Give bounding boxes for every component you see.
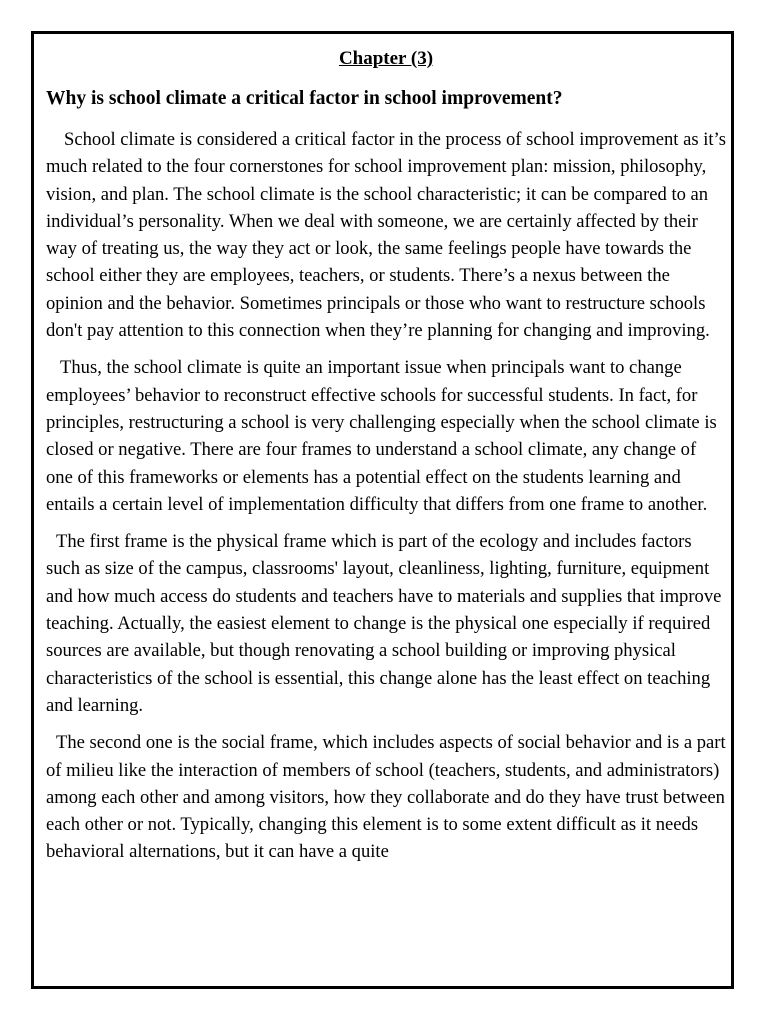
paragraph-school-climate: School climate is considered a critical factor in the process of school improvement as it’s much related to the four cornerstones for school improvement plan: mission, philosophy, vision, and plan. The school climate is the school characteristic; it can be compared to an individual’s personality. When we deal with someone, we are certainly affected by their way of treating us, the way they act or look, the same feelings people have towards the school either they are employees, teachers, or students. There’s a nexus between the opinion and the behavior. Sometimes principals or those who want to restructure schools don't pay attention to this connection when they’re planning for changing and improving. <box>46 129 726 342</box>
paragraph-social-frame: The second one is the social frame, which includes aspects of social behavior and is a part of milieu like the interaction of members of school (teachers, students, and administrators) among each other and among visitors, how they collaborate and do they have trust between each other or not. Typically, changing this element is to some extent difficult as it needs behavioral alternations, but it can have a quite <box>46 732 726 863</box>
paragraph-physical-frame: The first frame is the physical frame which is part of the ecology and includes factors such as size of the campus, classrooms' layout, cleanliness, lighting, furniture, equipment and how much access do students and teachers have to materials and supplies that improve teaching. Actually, the easiest element to change is the physical one especially if required sources are available, but though renovating a school building or improving physical characteristics of the school is essential, this change alone has the least effect on teaching and learning. <box>46 531 722 716</box>
document-body <box>46 46 726 866</box>
question-heading: Why is school climate a critical factor in school improvement? <box>46 88 563 109</box>
paragraph-principals: Thus, the school climate is quite an important issue when principals want to change employees’ behavior to reconstruct effective schools for successful students. In fact, for principles, restructuring a school is very challenging especially when the school climate is closed or negative. There are four frames to understand a school climate, any change of one of this frameworks or elements has a potential effect on the students learning and entails a certain level of implementation difficulty that differs from one frame to another. <box>46 357 717 515</box>
chapter-heading: Chapter (3) <box>338 48 434 69</box>
